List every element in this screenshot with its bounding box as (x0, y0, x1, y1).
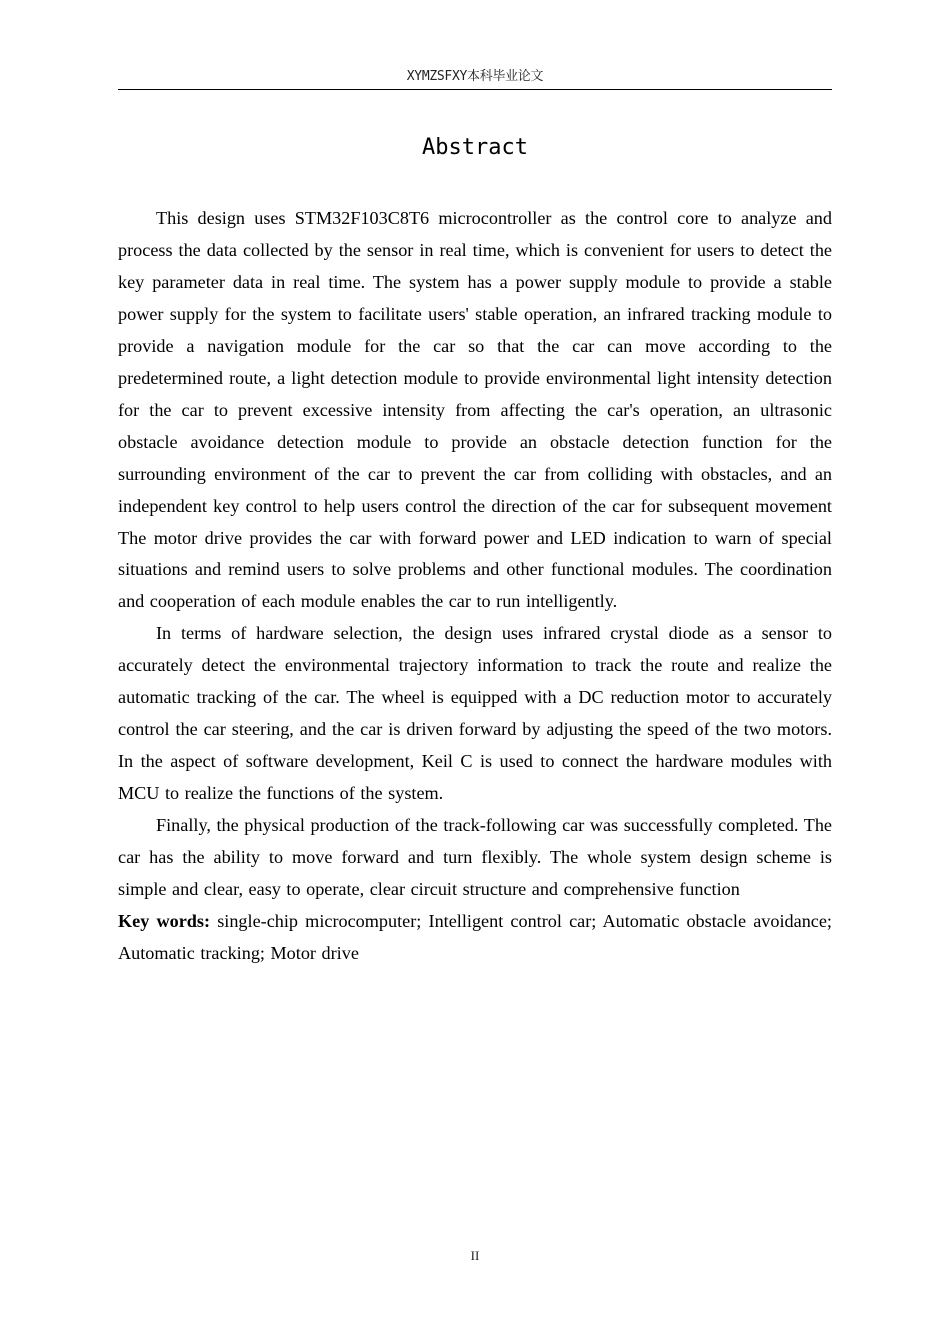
keywords-label: Key words: (118, 910, 211, 931)
running-header: XYMZSFXY本科毕业论文 (406, 69, 544, 84)
page-number: II (470, 1248, 480, 1263)
page-title: Abstract (422, 135, 528, 160)
keywords-text: single-chip microcomputer; Intelligent control car; Automatic obstacle avoidance; Automatic tracking; Motor drive (118, 910, 832, 963)
header-divider (118, 89, 832, 90)
abstract-paragraph-1: This design uses STM32F103C8T6 microcontroller as the control core to analyze and process the data collected by the sensor in real time, which is convenient for users to detect the key parameter data in real time. The system has a power supply module to provide a stable power supply for the system to facilitate users' stable operation, an infrared tracking module to provide a navigation module for the car so that the car can move according to the predetermined route, a light detection module to provide environmental light intensity detection for the car to prevent excessive intensity from affecting the car's operation, an ultrasonic obstacle avoidance detection module to provide an obstacle detection function for the surrounding environment of the car to prevent the car from colliding with obstacles, and an independent key control to help users control the direction of the car for subsequent movement The motor drive provides the car with forward power and LED indication to warn of special situations and remind users to solve problems and other functional modules. The coordination and cooperation of each module enables the car to run intelligently. (118, 208, 832, 612)
abstract-body (118, 203, 832, 970)
abstract-paragraph-3: Finally, the physical production of the track-following car was successfully completed. The car has the ability to move forward and turn flexibly. The whole system design scheme is simple and clear, easy to operate, clear circuit structure and comprehensive function (118, 815, 832, 900)
keywords-line (118, 906, 832, 970)
abstract-paragraph-2: In terms of hardware selection, the design uses infrared crystal diode as a sensor to accurately detect the environmental trajectory information to track the route and realize the automatic tracking of the car. The wheel is equipped with a DC reduction motor to accurately control the car steering, and the car is driven forward by adjusting the speed of the two motors. In the aspect of software development, Keil C is used to connect the hardware modules with MCU to realize the functions of the system. (118, 623, 832, 804)
